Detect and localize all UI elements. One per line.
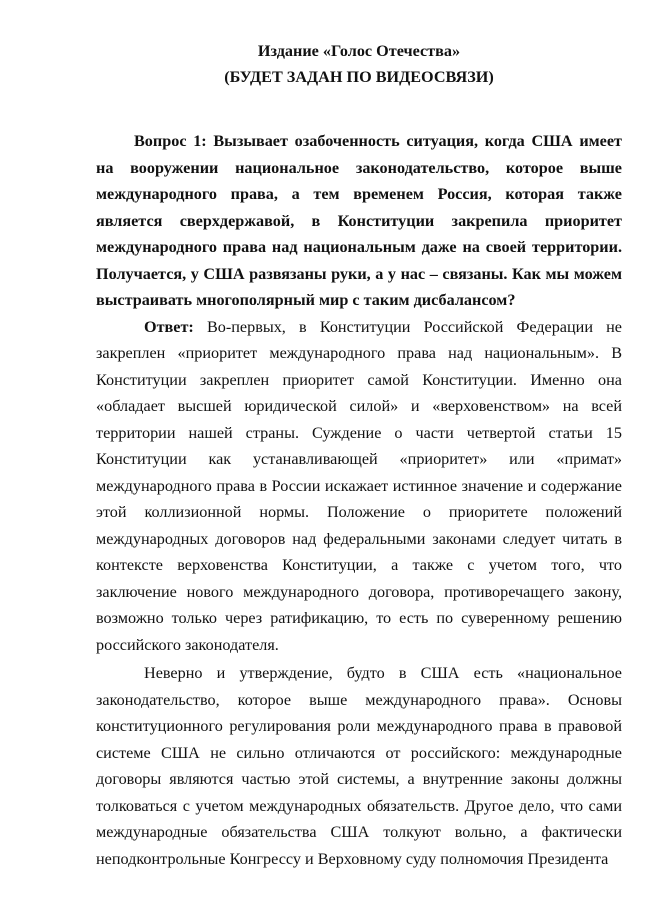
body-paragraph: Неверно и утверждение, будто в США есть «национальное законодательство, которое выше международного права». Основы конституционного регулирования роли международного права в правовой системе США не сильно отличаются от российского: международные договоры являются частью этой системы, а внутренние законы должны толковаться с учетом международных обязательств. Другое дело, что сами международные обязательства США толкуют вольно, а фактически неподконтрольные Конгрессу и Верховному суду полномочия Президента xyxy=(96,664,622,868)
answer-paragraph xyxy=(96,314,622,659)
document-title: Издание «Голос Отечества» xyxy=(257,42,461,60)
answer-label: Ответ: xyxy=(144,317,194,336)
document-subtitle: (БУДЕТ ЗАДАН ПО ВИДЕОСВЯЗИ) xyxy=(224,68,494,86)
question-paragraph: Вопрос 1: Вызывает озабоченность ситуация, когда США имеет на вооружении национальное законодательство, которое выше международного права, а тем временем Россия, которая также является сверхдержавой, в Конституции закрепила приоритет международного права над национальным даже на своей территории. Получается, у США развязаны руки, а у нас – связаны. Как мы можем выстраивать многополярный мир с таким дисбалансом? xyxy=(96,132,622,309)
header-spacer xyxy=(96,90,622,128)
document-page xyxy=(96,38,622,872)
answer-text: Во-первых, в Конституции Российской Федерации не закреплен «приоритет международного права над национальным». В Конституции закреплен приоритет самой Конституции. Именно она «обладает высшей юридической силой» и «верховенством» на всей территории нашей страны. Суждение о части четвертой статьи 15 Конституции как устанавливающей «приоритет» или «примат» международного права в России искажает истинное значение и содержание этой коллизионной нормы. Положение о приоритете положений международных договоров над федеральными законами следует читать в контексте верховенства Конституции, а также с учетом того, что заключение нового международного договора, противоречащего закону, возможно только через ратификацию, то есть по суверенному решению российского законодателя. xyxy=(96,317,622,654)
